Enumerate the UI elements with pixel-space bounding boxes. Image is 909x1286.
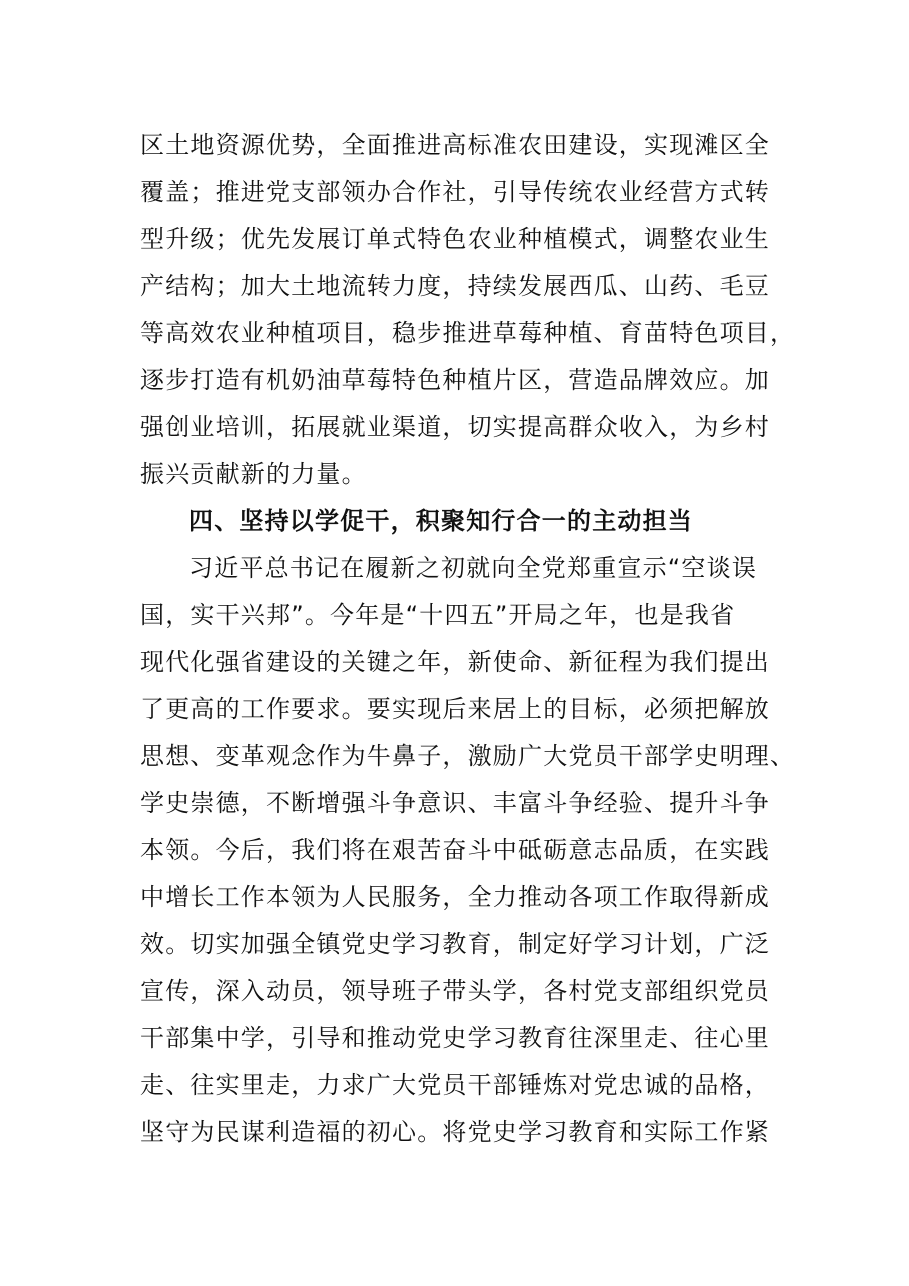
text-line: 强创业培训，拓展就业渠道，切实提高群众收入，为乡村 xyxy=(140,413,770,441)
text-line: 本领。今后，我们将在艰苦奋斗中砥砺意志品质，在实践 xyxy=(140,836,770,864)
text-line: 现代化强省建设的关键之年，新使命、新征程为我们提出 xyxy=(140,648,770,676)
paragraph-land-resources xyxy=(140,122,796,498)
text-line: 了更高的工作要求。要实现后来居上的目标，必须把解放 xyxy=(140,695,770,723)
text-line: 思想、变革观念作为牛鼻子，激励广大党员干部学史明理、 xyxy=(140,742,796,770)
text-line: 区土地资源优势，全面推进高标准农田建设，实现滩区全 xyxy=(140,131,770,159)
text-line: 国，实干兴邦”。今年是“十四五”开局之年，也是我省 xyxy=(140,601,736,629)
text-line: 学史崇德，不断增强斗争意识、丰富斗争经验、提升斗争 xyxy=(140,789,770,817)
text-line: 走、往实里走，力求广大党员干部锤炼对党忠诚的品格， xyxy=(140,1071,770,1099)
text-line: 习近平总书记在履新之初就向全党郑重宣示“空谈误 xyxy=(189,554,758,582)
text-line: 宣传，深入动员，领导班子带头学，各村党支部组织党员 xyxy=(140,977,770,1005)
paragraph-learning-practice xyxy=(140,545,796,1156)
text-line: 中增长工作本领为人民服务，全力推动各项工作取得新成 xyxy=(140,883,770,911)
text-line: 产结构；加大土地流转力度，持续发展西瓜、山药、毛豆 xyxy=(140,272,770,300)
text-line: 等高效农业种植项目，稳步推进草莓种植、育苗特色项目， xyxy=(140,319,796,347)
text-line: 覆盖；推进党支部领办合作社，引导传统农业经营方式转 xyxy=(140,178,770,206)
text-line: 效。切实加强全镇党史学习教育，制定好学习计划，广泛 xyxy=(140,930,770,958)
text-line: 坚守为民谋利造福的初心。将党史学习教育和实际工作紧 xyxy=(140,1118,770,1146)
text-line: 干部集中学，引导和推动党史学习教育往深里走、往心里 xyxy=(140,1024,770,1052)
text-line: 逐步打造有机奶油草莓特色种植片区，营造品牌效应。加 xyxy=(140,366,770,394)
document-body xyxy=(140,122,796,1156)
text-line: 型升级；优先发展订单式特色农业种植模式，调整农业生 xyxy=(140,225,770,253)
section-heading: 四、坚持以学促干，积聚知行合一的主动担当 xyxy=(189,507,693,535)
text-line: 振兴贡献新的力量。 xyxy=(140,460,367,488)
